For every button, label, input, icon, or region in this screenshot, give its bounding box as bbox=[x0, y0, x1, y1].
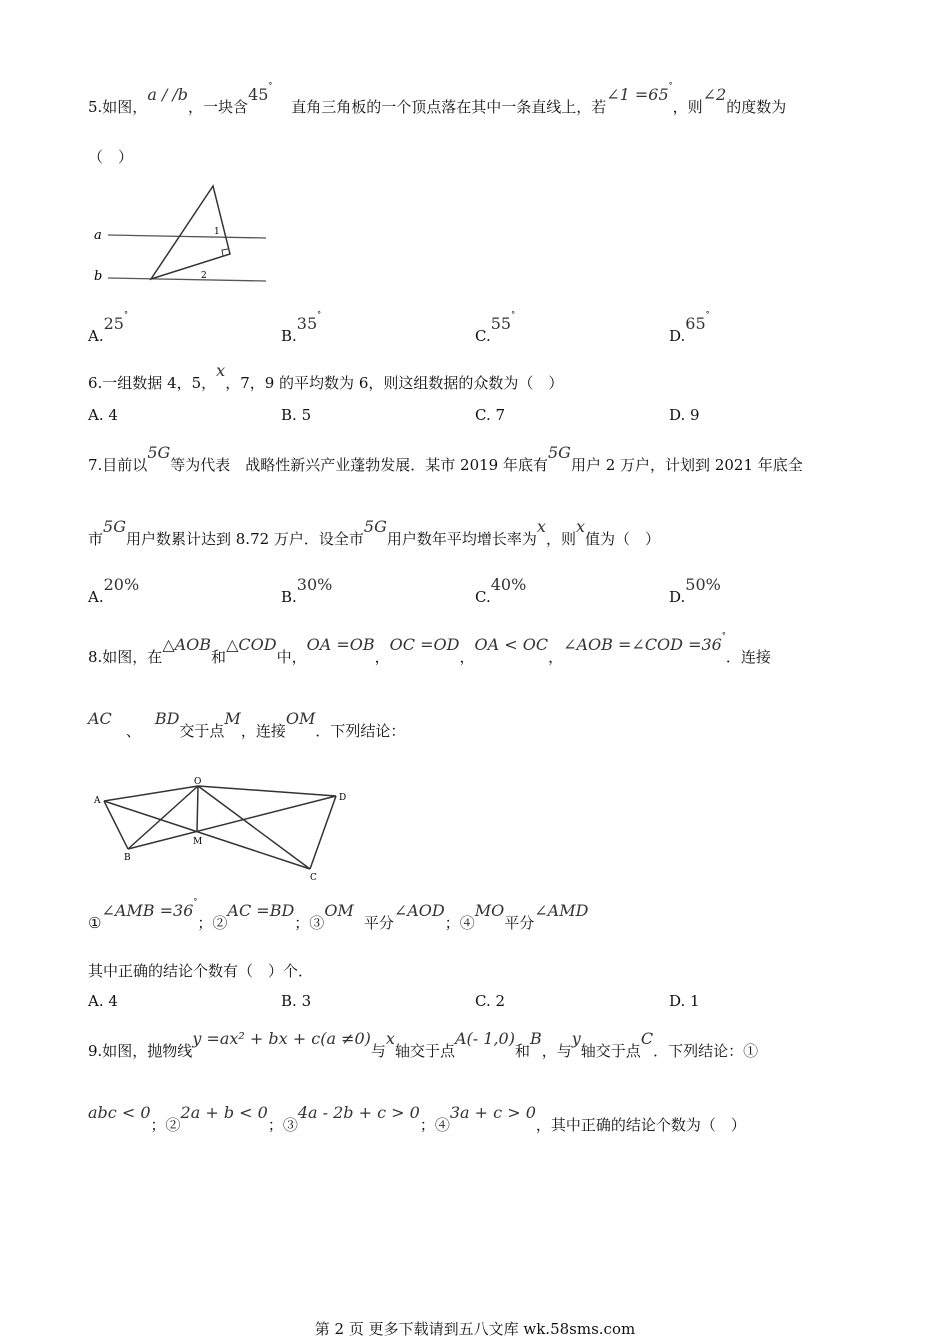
label-b: b bbox=[94, 269, 103, 284]
q6-option-a: A. 4 bbox=[88, 406, 118, 424]
q6-option-b: B. 5 bbox=[281, 406, 312, 424]
q7-option-a: A.20% bbox=[88, 575, 140, 606]
point-A: A bbox=[94, 796, 101, 806]
q8-conclusions: ①∠AMB =36°；②AC =BD；③OM平分∠AOD；④MO平分∠AMD bbox=[88, 897, 589, 932]
q7-stem-line1: 7.目前以5G等为代表 战略性新兴产业蓬勃发展．某市 2019 年底有5G用户 2 万户，计划到 2021 年底全 bbox=[88, 443, 803, 474]
q9-stem-line2: abc < 0；②2a + b < 0；③4a - 2b + c > 0；④3a + c > 0，其中正确的结论个数为（ ） bbox=[88, 1103, 746, 1134]
line-a bbox=[108, 235, 266, 238]
page-footer: 第 2 页 更多下载请到五八文库 wk.58sms.com bbox=[314, 1320, 636, 1338]
q6-option-d: D. 9 bbox=[669, 406, 700, 424]
seg-BD bbox=[128, 796, 336, 849]
q8-option-a: A. 4 bbox=[88, 992, 118, 1010]
q5-paren: （ ） bbox=[88, 148, 134, 166]
q8-count: 其中正确的结论个数有（ ）个． bbox=[88, 962, 314, 980]
q8-option-d: D. 1 bbox=[669, 992, 700, 1010]
q6-stem: 6.一组数据 4，5，x，7，9 的平均数为 6，则这组数据的众数为（ ） bbox=[88, 361, 564, 392]
q5-option-a: A.25° bbox=[88, 310, 128, 345]
q8-option-b: B. 3 bbox=[281, 992, 312, 1010]
q8-figure bbox=[88, 774, 358, 884]
q5-option-d: D.65° bbox=[669, 310, 710, 345]
q7-option-d: D.50% bbox=[669, 575, 721, 606]
q8-stem-line2: AC、BD交于点M，连接OM．下列结论： bbox=[88, 709, 406, 740]
q5-figure bbox=[88, 182, 278, 290]
point-D: D bbox=[339, 793, 347, 803]
q7-option-c: C.40% bbox=[475, 575, 527, 606]
q5-option-b: B.35° bbox=[281, 310, 322, 345]
q6-option-c: C. 7 bbox=[475, 406, 506, 424]
q5-option-c: C.55° bbox=[475, 310, 516, 345]
q9-stem-line1: 9.如图，抛物线y =ax² + bx + c(a ≠0)与x轴交于点A(- 1,0)和B，与y轴交于点C．下列结论：① bbox=[88, 1029, 759, 1060]
q7-option-b: B.30% bbox=[281, 575, 333, 606]
q7-stem-line2: 市5G用户数累计达到 8.72 万户．设全市5G用户数年平均增长率为x，则x值为（ ） bbox=[88, 517, 660, 548]
q5-stem: 5.如图，a / /b，一块含45° 直角三角板的一个顶点落在其中一条直线上，若∠1 =65°，则∠2的度数为 bbox=[88, 81, 787, 116]
seg-OD bbox=[198, 786, 336, 796]
point-C: C bbox=[310, 873, 317, 883]
label-2: 2 bbox=[201, 271, 207, 281]
point-M: M bbox=[193, 837, 203, 847]
q8-option-c: C. 2 bbox=[475, 992, 506, 1010]
line-b bbox=[108, 278, 266, 281]
label-a: a bbox=[94, 228, 102, 243]
point-O: O bbox=[194, 777, 202, 787]
q8-stem-line1: 8.如图，在△AOB和△COD中，OA =OB，OC =OD，OA < OC，∠AOB =∠COD =36°．连接 bbox=[88, 631, 771, 666]
seg-DC bbox=[310, 796, 336, 869]
label-1: 1 bbox=[214, 227, 220, 237]
seg-OM bbox=[197, 786, 198, 832]
point-B: B bbox=[124, 853, 131, 863]
